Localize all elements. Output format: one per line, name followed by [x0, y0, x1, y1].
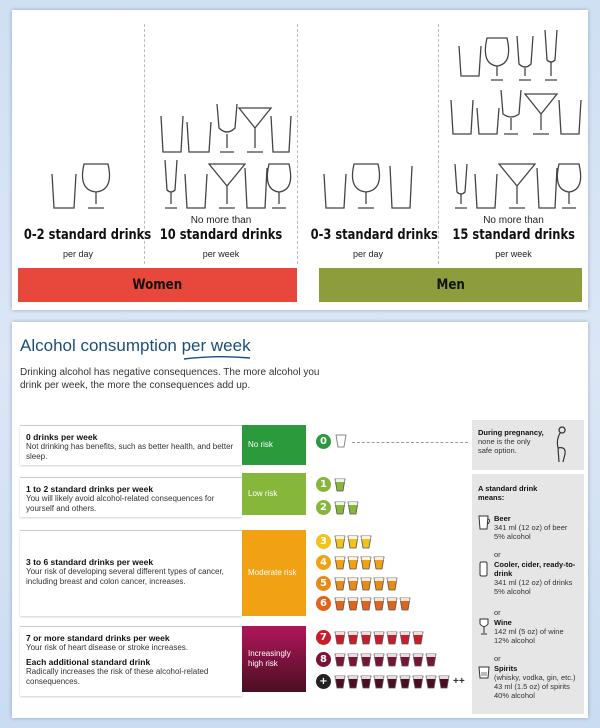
- level-heading-2: Each additional standard drink: [26, 657, 151, 667]
- women-weekly-amount: 10 standard drinks: [159, 227, 283, 243]
- cup-rim: [336, 557, 345, 560]
- spirits-detail-0: (whisky, vodka, gin, etc.): [494, 673, 576, 682]
- cup-rim: [349, 502, 358, 505]
- men-weekly-period: per week: [495, 249, 532, 259]
- glasses-illustration: [12, 24, 144, 210]
- cup-row-6: [334, 596, 414, 612]
- level-card-0: [20, 425, 242, 465]
- cup-rim: [349, 598, 358, 601]
- cup-row-8: [334, 652, 440, 668]
- spirits-icon: [478, 664, 490, 680]
- level-heading: 3 to 6 standard drinks per week: [26, 557, 154, 567]
- cup-rim: [362, 557, 371, 560]
- cup-rim: [401, 654, 410, 657]
- cup-rim: [362, 578, 371, 581]
- cup-rim: [349, 536, 358, 539]
- women-daily-period: per day: [62, 249, 94, 259]
- cup-row-7: [334, 630, 427, 646]
- drink-count-5: 5: [316, 576, 331, 591]
- women-weekly-column: [145, 24, 297, 264]
- cup-rim: [388, 676, 397, 679]
- men-daily-column: [298, 24, 438, 264]
- spirits-detail-1: 43 ml (1.5 oz) of spirits: [494, 682, 570, 691]
- snifter-glass-icon: [83, 164, 110, 208]
- pregnancy-heading: During pregnancy,: [478, 428, 544, 437]
- cup-rim: [388, 654, 397, 657]
- cup-rim: [388, 598, 397, 601]
- men-daily-amount: 0-3 standard drinks: [310, 227, 438, 243]
- connector-line: [352, 442, 468, 443]
- standard-drink-box: [472, 474, 584, 714]
- level-card-2: [20, 530, 242, 616]
- cup-rim: [375, 578, 384, 581]
- cup-rim: [375, 676, 384, 679]
- glasses-illustration: [439, 24, 588, 210]
- beer-detail-1: 341 ml (12 oz) of beer: [494, 523, 568, 532]
- more-drinks-mark: ++: [453, 676, 465, 687]
- women-label: Women: [132, 277, 183, 293]
- cup-rim: [362, 598, 371, 601]
- cup-rim: [388, 632, 397, 635]
- cup-rim: [401, 676, 410, 679]
- cup-rim: [375, 557, 384, 560]
- cup-rim: [349, 676, 358, 679]
- cup-rim: [414, 654, 423, 657]
- cup-row-5: [334, 576, 401, 592]
- men-weekly-amount: 15 standard drinks: [452, 227, 575, 243]
- cup-rim: [362, 654, 371, 657]
- or-separator: or: [494, 550, 501, 559]
- level-heading: 7 or more standard drinks per week: [26, 633, 170, 643]
- risk-label-1: Low risk: [242, 473, 306, 515]
- title-emphasis: per week: [181, 336, 251, 355]
- cup-row-4: [334, 555, 388, 571]
- pregnant-woman-icon: [550, 424, 572, 464]
- cup-rim: [362, 536, 371, 539]
- level-card-3: [20, 626, 242, 696]
- level-text-2: Radically increases the risk of these alcohol-related consequences.: [26, 667, 209, 686]
- cup-rim: [336, 479, 345, 482]
- cup-rim: [336, 598, 345, 601]
- standard-drink-heading: A standard drink means:: [478, 484, 538, 502]
- cup-row-2: [334, 500, 362, 516]
- spirits-detail-2: 40% alcohol: [494, 691, 535, 700]
- can-icon: [478, 560, 490, 578]
- drink-count-8: 8: [316, 652, 331, 667]
- cup-rim: [349, 632, 358, 635]
- cup-rim: [349, 654, 358, 657]
- cup-rim: [336, 654, 345, 657]
- cup-rim: [336, 502, 345, 505]
- or-separator: or: [494, 654, 501, 663]
- men-band: [319, 268, 582, 302]
- level-heading: 0 drinks per week: [26, 432, 98, 442]
- pregnancy-box: [472, 420, 584, 470]
- drink-count-more: +: [316, 674, 331, 689]
- empty-glass-icon: [334, 433, 348, 449]
- cup-rim: [336, 536, 345, 539]
- wine-icon: [478, 618, 490, 636]
- cup-rim: [375, 654, 384, 657]
- weekly-consumption-panel: [12, 322, 588, 718]
- cup-rim: [414, 632, 423, 635]
- cooler-name: Cooler, cider, ready-to-drink: [494, 560, 576, 578]
- cup-rim: [336, 676, 345, 679]
- risk-label-2: Moderate risk: [242, 530, 306, 616]
- cup-rim: [401, 598, 410, 601]
- women-daily-amount: 0-2 standard drinks: [23, 227, 152, 243]
- or-separator: or: [494, 608, 501, 617]
- cup-rim: [349, 578, 358, 581]
- cup-rim: [401, 632, 410, 635]
- intro-text: Drinking alcohol has negative consequences. The more alcohol you drink per week, the more the consequences add up.: [20, 367, 320, 391]
- women-daily-column: [12, 24, 152, 264]
- drink-count-2: 2: [316, 500, 331, 515]
- wine-detail-2: 12% alcohol: [494, 636, 535, 645]
- men-weekly-column: [439, 24, 588, 264]
- beer-name: Beer: [494, 514, 511, 523]
- beer-detail-2: 5% alcohol: [494, 532, 531, 541]
- cup-row-3: [334, 534, 375, 550]
- risk-label-0: No risk: [242, 425, 306, 465]
- level-card-1: [20, 477, 242, 517]
- title-plain: Alcohol consumption: [20, 336, 182, 355]
- cup-row-9: [334, 674, 453, 690]
- cooler-detail-2: 5% alcohol: [494, 587, 531, 596]
- men-weekly-prefix: No more than: [483, 215, 544, 226]
- drink-count-7: 7: [316, 630, 331, 645]
- level-text: Your risk of heart disease or stroke increases.: [26, 643, 189, 652]
- drink-count-4: 4: [316, 555, 331, 570]
- level-text: You will likely avoid alcohol-related consequences for yourself and others.: [26, 494, 215, 513]
- title-underline: [182, 354, 252, 362]
- cup-rim: [427, 654, 436, 657]
- cup-rim: [362, 676, 371, 679]
- women-weekly-prefix: No more than: [190, 215, 252, 226]
- cup-rim: [336, 578, 345, 581]
- drink-count-0: 0: [316, 434, 331, 449]
- glasses-illustration: [145, 24, 297, 210]
- cooler-detail-1: 341 ml (12 oz) of drinks: [494, 578, 573, 587]
- cup-rim: [414, 676, 423, 679]
- drinking-guidelines-panel: [12, 10, 588, 310]
- cup-rim: [336, 632, 345, 635]
- cup-rim: [362, 632, 371, 635]
- wine-detail-1: 142 ml (5 oz) of wine: [494, 627, 564, 636]
- drink-count-3: 3: [316, 534, 331, 549]
- wine-name: Wine: [494, 618, 512, 627]
- section-title: [20, 336, 251, 356]
- women-weekly-period: per week: [202, 249, 240, 259]
- cup-rim: [375, 632, 384, 635]
- drink-count-1: 1: [316, 477, 331, 492]
- men-label: Men: [436, 277, 465, 293]
- drink-count-6: 6: [316, 596, 331, 611]
- level-text: Not drinking has benefits, such as better health, and better sleep.: [26, 442, 234, 461]
- cup-rim: [440, 676, 449, 679]
- risk-label-3: Increasingly high risk: [242, 626, 306, 692]
- cup-rim: [388, 578, 397, 581]
- glasses-illustration: [298, 24, 438, 210]
- level-text: Your risk of developing several different types of cancer, including breast and colon cancer, increases.: [26, 567, 224, 586]
- women-band: [18, 268, 297, 302]
- cup-rim: [349, 557, 358, 560]
- pregnancy-text: none is the only safe option.: [478, 437, 531, 455]
- cup-row-1: [334, 477, 349, 493]
- men-daily-period: per day: [352, 249, 384, 259]
- beer-icon: [478, 514, 490, 530]
- level-heading: 1 to 2 standard drinks per week: [26, 484, 154, 494]
- rocks-glass-icon: [52, 174, 76, 208]
- spirits-name: Spirits: [494, 664, 518, 673]
- cup-rim: [427, 676, 436, 679]
- cup-rim: [375, 598, 384, 601]
